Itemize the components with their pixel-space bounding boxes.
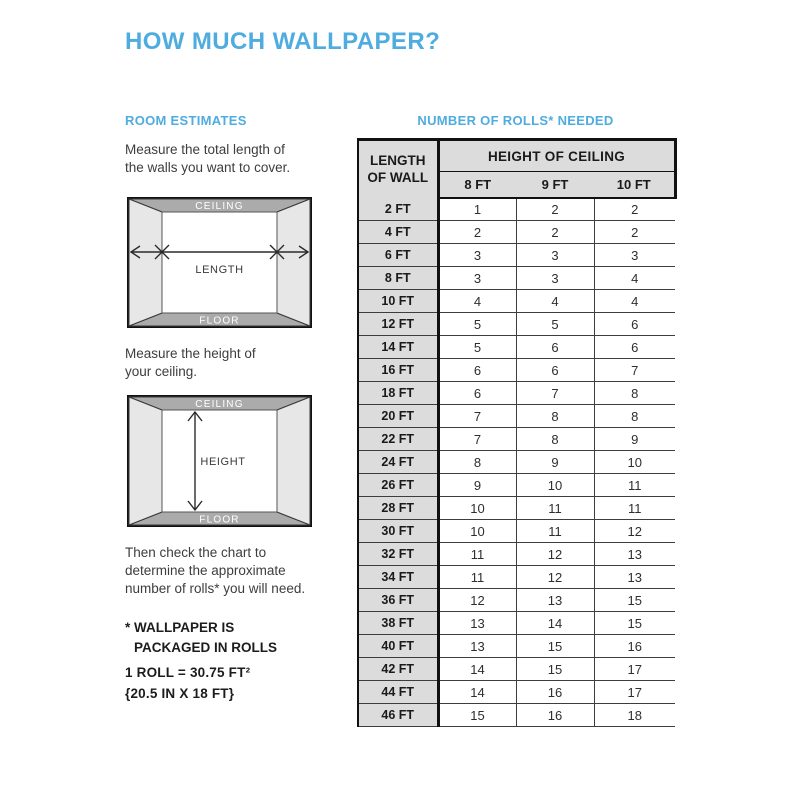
rolls-value-cell: 17 — [594, 658, 675, 681]
rolls-value-cell: 10 — [438, 520, 516, 543]
wall-length-cell: 4 FT — [358, 221, 438, 244]
wall-length-cell: 20 FT — [358, 405, 438, 428]
rolls-value-cell: 11 — [516, 520, 594, 543]
room-estimates-heading: ROOM ESTIMATES — [125, 113, 247, 128]
step1-instruction — [125, 141, 290, 177]
rolls-value-cell: 9 — [594, 428, 675, 451]
note-line2: PACKAGED IN ROLLS — [134, 639, 278, 655]
length-of-wall-line1: LENGTH — [370, 153, 426, 169]
step3-instruction — [125, 544, 305, 598]
rolls-value-cell: 15 — [594, 612, 675, 635]
note-line1: * WALLPAPER IS — [125, 620, 235, 635]
rolls-value-cell: 9 — [516, 451, 594, 474]
table-row — [358, 474, 675, 497]
roll-size-line1: 1 ROLL = 30.75 FT² — [125, 665, 251, 680]
rolls-value-cell: 6 — [594, 336, 675, 359]
table-row — [358, 612, 675, 635]
table-row — [358, 244, 675, 267]
rolls-value-cell: 13 — [438, 612, 516, 635]
wall-length-cell: 2 FT — [358, 198, 438, 221]
wall-length-cell: 28 FT — [358, 497, 438, 520]
table-row — [358, 428, 675, 451]
rolls-value-cell: 13 — [594, 566, 675, 589]
table-row — [358, 658, 675, 681]
wall-length-cell: 42 FT — [358, 658, 438, 681]
column-header-9ft: 9 FT — [516, 172, 594, 198]
rolls-value-cell: 15 — [594, 589, 675, 612]
rolls-value-cell: 7 — [594, 359, 675, 382]
step3-line3: number of rolls* you will need. — [125, 581, 306, 596]
packaged-in-rolls-note — [125, 618, 277, 657]
wall-length-cell: 14 FT — [358, 336, 438, 359]
rolls-value-cell: 6 — [516, 336, 594, 359]
rolls-value-cell: 11 — [438, 543, 516, 566]
wall-length-cell: 6 FT — [358, 244, 438, 267]
rolls-value-cell: 13 — [516, 589, 594, 612]
rolls-value-cell: 8 — [516, 405, 594, 428]
table-row — [358, 566, 675, 589]
wall-length-cell: 10 FT — [358, 290, 438, 313]
rolls-value-cell: 14 — [438, 658, 516, 681]
wall-length-cell: 26 FT — [358, 474, 438, 497]
step1-line2: the walls you want to cover. — [125, 160, 291, 175]
length-of-wall-line2: OF WALL — [367, 170, 429, 186]
table-row — [358, 635, 675, 658]
height-dimension-label: HEIGHT — [200, 456, 246, 468]
rolls-value-cell: 12 — [438, 589, 516, 612]
rolls-lookup-table — [357, 138, 677, 727]
rolls-value-cell: 1 — [438, 198, 516, 221]
wall-length-cell: 24 FT — [358, 451, 438, 474]
rolls-value-cell: 12 — [516, 566, 594, 589]
table-row — [358, 681, 675, 704]
column-header-8ft: 8 FT — [438, 172, 516, 198]
rolls-value-cell: 17 — [594, 681, 675, 704]
rolls-value-cell: 15 — [516, 658, 594, 681]
rolls-value-cell: 5 — [438, 336, 516, 359]
rolls-value-cell: 8 — [516, 428, 594, 451]
rolls-value-cell: 10 — [438, 497, 516, 520]
rolls-value-cell: 18 — [594, 704, 675, 727]
height-of-ceiling-header: HEIGHT OF CEILING — [438, 140, 675, 172]
rolls-value-cell: 3 — [516, 267, 594, 290]
rolls-value-cell: 2 — [516, 221, 594, 244]
rolls-value-cell: 16 — [516, 704, 594, 727]
back-wall-surface — [162, 212, 277, 313]
table-row — [358, 589, 675, 612]
step2-instruction — [125, 345, 256, 381]
roll-size-note — [125, 662, 250, 704]
rolls-needed-heading: NUMBER OF ROLLS* NEEDED — [417, 113, 614, 128]
rolls-value-cell: 4 — [594, 290, 675, 313]
rolls-value-cell: 15 — [516, 635, 594, 658]
rolls-value-cell: 12 — [516, 543, 594, 566]
table-row — [358, 520, 675, 543]
table-row — [358, 336, 675, 359]
rolls-value-cell: 12 — [594, 520, 675, 543]
wall-length-cell: 46 FT — [358, 704, 438, 727]
rolls-value-cell: 7 — [438, 405, 516, 428]
rolls-value-cell: 14 — [516, 612, 594, 635]
rolls-value-cell: 11 — [516, 497, 594, 520]
wall-length-cell: 44 FT — [358, 681, 438, 704]
rolls-value-cell: 3 — [438, 244, 516, 267]
roll-size-line2: {20.5 IN X 18 FT} — [125, 686, 235, 701]
rolls-value-cell: 6 — [438, 359, 516, 382]
table-row — [358, 704, 675, 727]
table-row — [358, 290, 675, 313]
rolls-value-cell: 13 — [594, 543, 675, 566]
table-row — [358, 198, 675, 221]
page-title: HOW MUCH WALLPAPER? — [125, 28, 441, 55]
rolls-value-cell: 7 — [438, 428, 516, 451]
right-wall-surface — [277, 397, 310, 525]
wall-length-cell: 34 FT — [358, 566, 438, 589]
wall-length-cell: 8 FT — [358, 267, 438, 290]
step1-line1: Measure the total length of — [125, 142, 285, 157]
ceiling-label: CEILING — [195, 201, 244, 212]
rolls-value-cell: 4 — [438, 290, 516, 313]
left-wall-surface — [129, 199, 162, 326]
wall-length-cell: 36 FT — [358, 589, 438, 612]
rolls-table — [357, 138, 674, 727]
wall-length-cell: 12 FT — [358, 313, 438, 336]
step3-line1: Then check the chart to — [125, 545, 267, 560]
rolls-value-cell: 11 — [438, 566, 516, 589]
rolls-value-cell: 8 — [438, 451, 516, 474]
rolls-value-cell: 5 — [516, 313, 594, 336]
rolls-value-cell: 3 — [516, 244, 594, 267]
rolls-value-cell: 2 — [516, 198, 594, 221]
left-wall-surface — [129, 397, 162, 525]
rolls-value-cell: 14 — [438, 681, 516, 704]
rolls-value-cell: 8 — [594, 405, 675, 428]
table-row — [358, 543, 675, 566]
ceiling-height-diagram — [127, 395, 312, 527]
rolls-table-body — [358, 198, 675, 727]
wall-length-cell: 38 FT — [358, 612, 438, 635]
rolls-value-cell: 4 — [516, 290, 594, 313]
rolls-value-cell: 3 — [438, 267, 516, 290]
table-row — [358, 267, 675, 290]
rolls-value-cell: 13 — [438, 635, 516, 658]
ceiling-label: CEILING — [195, 399, 244, 410]
table-row — [358, 451, 675, 474]
wall-length-cell: 32 FT — [358, 543, 438, 566]
column-header-10ft: 10 FT — [594, 172, 675, 198]
length-of-wall-header — [358, 140, 438, 198]
wall-length-cell: 18 FT — [358, 382, 438, 405]
rolls-value-cell: 8 — [594, 382, 675, 405]
wall-length-cell: 30 FT — [358, 520, 438, 543]
rolls-value-cell: 2 — [594, 221, 675, 244]
rolls-value-cell: 9 — [438, 474, 516, 497]
rolls-value-cell: 10 — [594, 451, 675, 474]
floor-label: FLOOR — [199, 315, 240, 327]
step2-line1: Measure the height of — [125, 346, 256, 361]
wall-length-cell: 40 FT — [358, 635, 438, 658]
table-row — [358, 313, 675, 336]
rolls-value-cell: 16 — [516, 681, 594, 704]
step3-line2: determine the approximate — [125, 563, 286, 578]
rolls-value-cell: 11 — [594, 474, 675, 497]
rolls-table-head — [358, 140, 675, 198]
rolls-value-cell: 15 — [438, 704, 516, 727]
step2-line2: your ceiling. — [125, 364, 198, 379]
right-wall-surface — [277, 199, 310, 326]
length-dimension-label: LENGTH — [195, 264, 244, 276]
rolls-value-cell: 7 — [516, 382, 594, 405]
table-row — [358, 497, 675, 520]
rolls-value-cell: 2 — [594, 198, 675, 221]
wall-length-cell: 22 FT — [358, 428, 438, 451]
table-row — [358, 359, 675, 382]
rolls-value-cell: 3 — [594, 244, 675, 267]
rolls-value-cell: 5 — [438, 313, 516, 336]
rolls-value-cell: 6 — [594, 313, 675, 336]
rolls-value-cell: 16 — [594, 635, 675, 658]
table-row — [358, 221, 675, 244]
floor-label: FLOOR — [199, 514, 240, 526]
rolls-value-cell: 2 — [438, 221, 516, 244]
rolls-value-cell: 10 — [516, 474, 594, 497]
rolls-value-cell: 6 — [438, 382, 516, 405]
rolls-value-cell: 4 — [594, 267, 675, 290]
rolls-value-cell: 11 — [594, 497, 675, 520]
table-row — [358, 382, 675, 405]
room-length-diagram — [127, 197, 312, 328]
rolls-value-cell: 6 — [516, 359, 594, 382]
wall-length-cell: 16 FT — [358, 359, 438, 382]
table-row — [358, 405, 675, 428]
